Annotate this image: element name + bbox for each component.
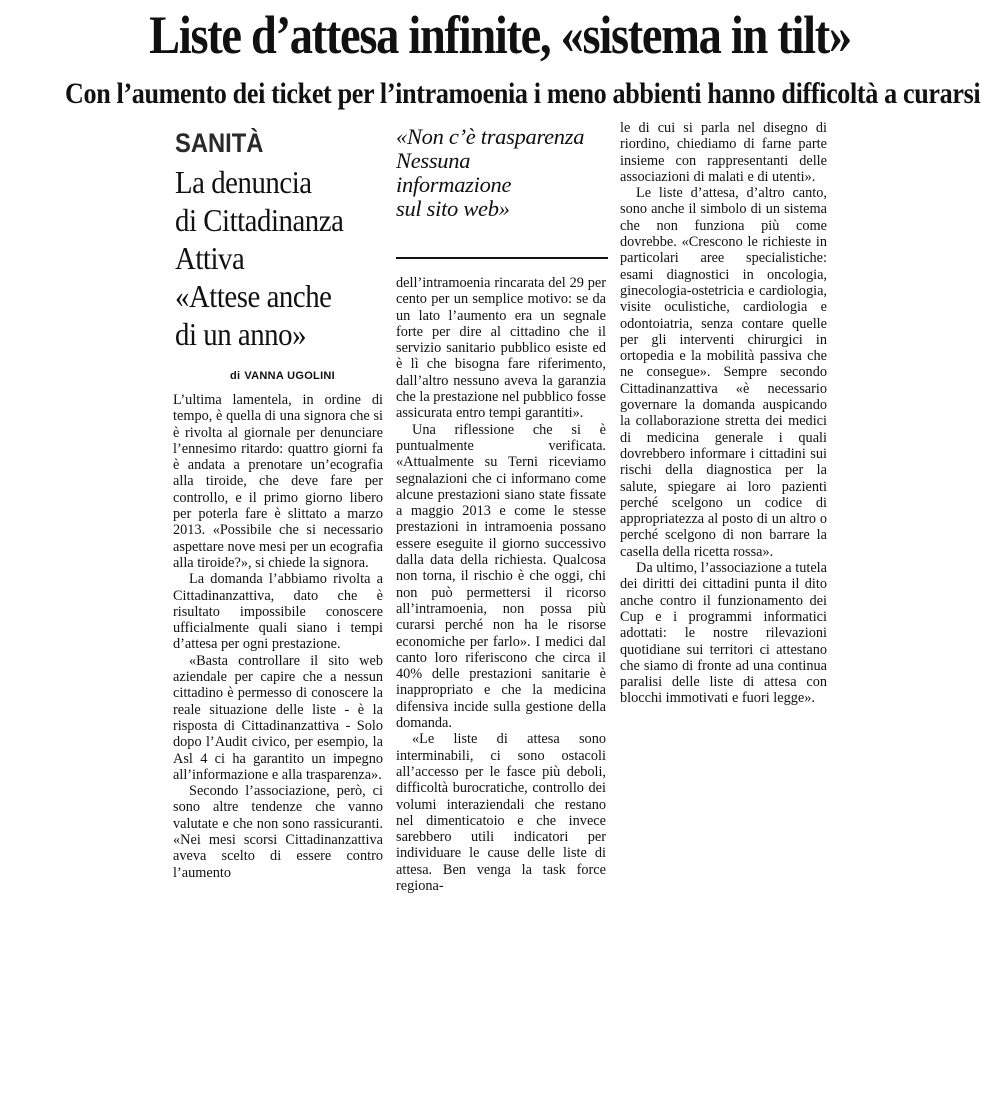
section-kicker: SANITÀ [175,128,264,158]
paragraph: dell’intramoenia rincarata del 29 per cento per un semplice motivo: se da un lato l’aumento era un segnale forte per dire al cittadino che il servizio sanitario pubblico esiste ed è lì che bisogna fare riferimento, dall’altro nessuno aveva la garanzia che la prestazione nel pubblico fosse assicurata entro tempi garantiti». [396,275,607,422]
deck-line: La denuncia [175,164,312,200]
deck-line: di Cittadinanza [175,202,344,238]
article-column-3 [620,120,827,707]
paragraph: La domanda l’abbiamo rivolta a Cittadinanzattiva, dato che è risultato impossibile conoscere ufficialmente quali siano i tempi d’attesa per ogni prestazione. [173,571,383,653]
headline: Liste d’attesa infinite, «sistema in tilt» [149,5,851,65]
pull-quote-line: informazione [396,172,512,197]
pull-quote-rule [396,257,608,259]
deck-line: «Attese anche [175,278,332,314]
paragraph: Le liste d’attesa, d’altro canto, sono anche il simbolo di un sistema che non funziona più come dovrebbe. «Crescono le richieste in particolari aree specialistiche: esami diagnostici in oncologia, ginecologia-ostetricia e cardiologia, visite oculistiche, cardiologia e odontoiatria, senza contare quelle per gli interventi chirurgici in ortopedia e la mobilità passiva che ne consegue». Sempre secondo Cittadinanzattiva «è necessario governare la domanda auspicando la collaborazione stretta dei medici di medicina generale i quali dovrebbero informare i cittadini sui rischi della diagnostica per la salute, spiegare ai loro pazienti perché scelgono un codice di appropriatezza al posto di un altro o perché scelgono di non barrare la casella della ricetta rossa». [620,185,827,560]
paragraph: Da ultimo, l’associazione a tutela dei diritti dei cittadini punta il dito anche contro il funzionamento dei Cup e i programmi informatici adottati: le nostre rilevazioni quotidiane sui territori ci attestano che siamo di fronte ad una continua paralisi delle liste di attesa con blocchi immotivati e fuori legge». [620,560,827,707]
paragraph: «Le liste di attesa sono interminabili, ci sono ostacoli all’accesso per le fasce più deboli, difficoltà burocratiche, controllo dei volumi interaziendali che restano nel dimenticatoio e che invece sarebbero utili indicatori per individuare le cause delle liste di attesa. Ben venga la task force regiona- [396,731,606,894]
pull-quote-line: «Non c’è trasparenza [396,124,585,149]
deck [175,163,382,353]
pull-quote-line: Nessuna [396,148,471,173]
paragraph: L’ultima lamentela, in ordine di tempo, è quella di una signora che si è rivolta al giornale per denunciare l’ennesimo ritardo: quattro giorni fa è andata a prenotare un’ecografia alla tiroide, che deve fare per controllo, e il primo giorno libero per poterla fare è slittato a marzo 2013. «Possibile che si necessario aspettare nove mesi per un ecografia alla tiroide?», si chiede la signora. [173,392,383,571]
paragraph: Secondo l’associazione, però, ci sono altre tendenze che vanno valutate e che non sono rassicuranti. «Nei mesi scorsi Cittadinanzattiva aveva scelto di essere contro l’aumento [173,783,383,881]
article-column-1 [173,392,383,881]
pull-quote [396,125,608,221]
byline-prefix: di [229,370,241,382]
paragraph: «Basta controllare il sito web aziendale per capire che a nessun cittadino è permesso di conoscere la reale situazione delle liste - è la risposta di Cittadinanzattiva - Solo dopo l’Audit civico, per esempio, la Asl 4 ci ha garantito un impegno all’informazione e alla trasparenza». [173,652,383,783]
pull-quote-line: sul sito web» [396,196,510,221]
article-column-2 [396,275,606,894]
paragraph: le di cui si parla nel disegno di riordino, chiediamo di farne parte insieme con rappresentanti delle associazioni di malati e di utenti». [620,120,827,185]
paragraph: Una riflessione che si è puntualmente verificata. «Attualmente su Terni riceviamo segnalazioni che ci informano come alcune prestazioni siano state fissate a maggio 2013 e come le stesse prestazioni in intramoenia possano essere eseguite il giorno successivo dalla data della richiesta. Qualcosa non torna, il rischio è che oggi, chi non può permettersi il ricorso all’intramoenia, non possa più curarsi perché non ha le risorse economiche per farlo». I medici dal canto loro riferiscono che circa il 40% delle prestazioni sanitarie è inappropriato e che la medicina difensiva incide sulla gestione della domanda. [396,421,606,732]
byline [175,368,390,384]
subheadline: Con l’aumento dei ticket per l’intramoenia i meno abbienti hanno difficoltà a curarsi [65,77,981,110]
byline-author: VANNA UGOLINI [244,370,336,382]
deck-line: di un anno» [175,316,307,352]
deck-line: Attiva [175,240,245,276]
